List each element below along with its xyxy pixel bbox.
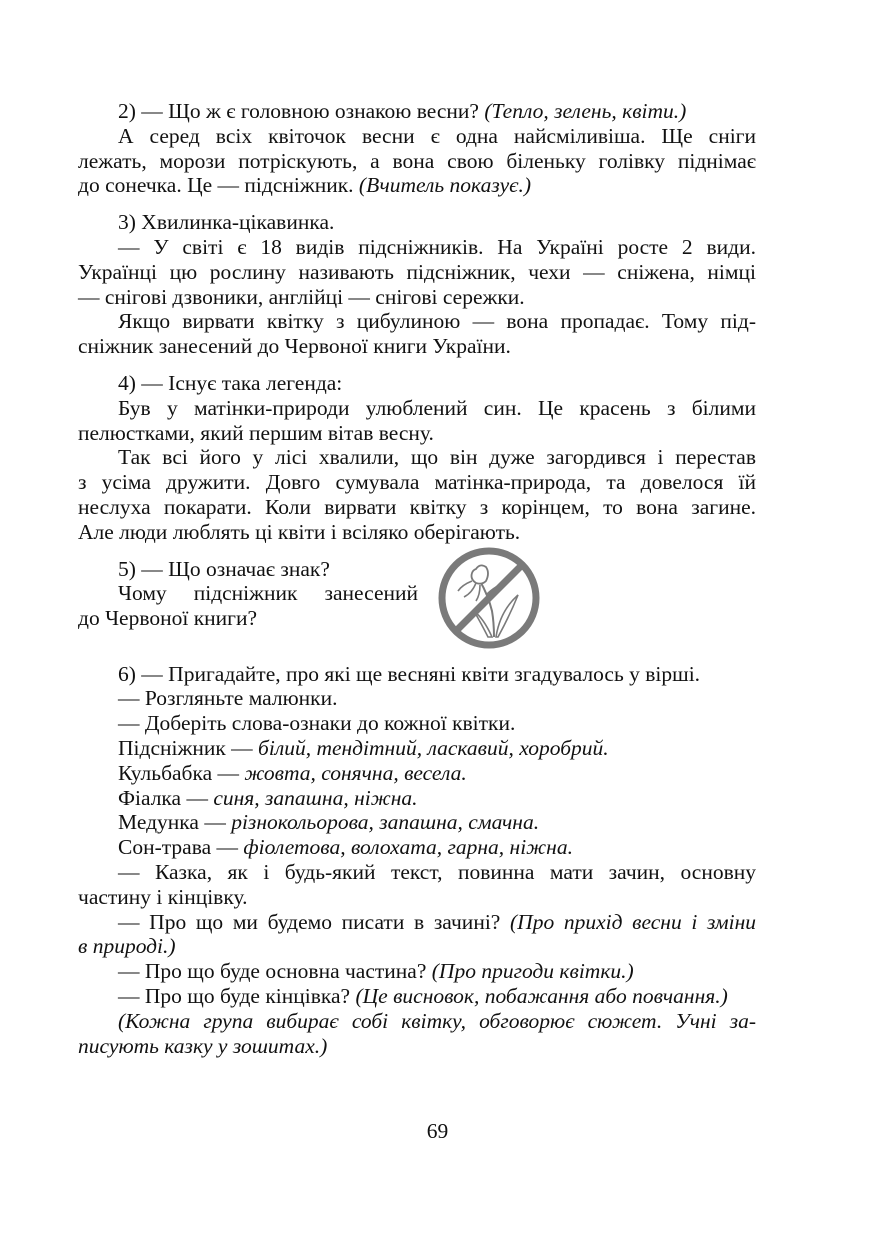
question-line: — Про що буде кінцівка? (Це висновок, побажання або повчання.) <box>118 983 728 1008</box>
section-3-text-line: Якщо вирвати квітку з цибулиною — вона пропадає. Тому під- <box>118 309 756 334</box>
flower-traits-line: Фіалка — синя, запашна, ніжна. <box>118 785 418 810</box>
section-4-text-line: Так всі його у лісі хвалили, що він дуже загордився і перестав <box>118 445 756 470</box>
section-6-line: — Розгляньте малюнки. <box>118 686 338 711</box>
section-4-text-line: неслуха покарати. Коли вирвати квітку з корінцем, то вона загине. <box>78 494 756 519</box>
section-5 <box>78 557 756 632</box>
question-line: — Про що ми будемо писати в зачині? (Про прихід весни і зміни <box>118 909 756 934</box>
section-4-text-line: Але люди люблять ці квіти і всіляко оберігають. <box>78 519 521 544</box>
section-4-text-line: пелюстками, який першим вітав весну. <box>78 420 434 445</box>
no-picking-snowdrop-icon <box>436 545 542 651</box>
answer-line: в природі.) <box>78 934 176 959</box>
section-5-text-line: до Червоної книги? <box>78 606 258 631</box>
flower-traits-line: Медунка — різнокольорова, запашна, смачна. <box>118 810 540 835</box>
section-2-text-line: до сонечка. Це — підсніжник. (Вчитель показує.) <box>78 173 532 198</box>
section-6-line: частину і кінцівку. <box>78 884 248 909</box>
section-3-text-line: — У світі є 18 видів підсніжників. На Україні росте 2 види. <box>118 234 756 259</box>
section-6-intro: 6) — Пригадайте, про які ще весняні квіти згадувалось у вірші. <box>118 661 701 686</box>
section-6-line: — Казка, як і будь-який текст, повинна мати зачин, основну <box>118 859 756 884</box>
section-5-question: 5) — Що означає знак? <box>118 556 330 581</box>
section-3-text-line: — снігові дзвоники, англійці — снігові сережки. <box>78 284 525 309</box>
section-6-line: — Доберіть слова-ознаки до кожної квітки. <box>118 711 516 736</box>
section-2-text-line: лежать, морози потріскують, а вона свою біленьку голівку піднімає <box>78 148 756 173</box>
section-3-text-line: Українці цю рослину називають підсніжник, чехи — сніжена, німці <box>78 259 756 284</box>
section-4-text-line: з усіма дружити. Довго сумувала матінка-природа, та довелося їй <box>78 470 756 495</box>
section-4-text-line: Був у матінки-природи улюблений син. Це красень з білими <box>118 395 756 420</box>
flower-traits-line: Сон-трава — фіолетова, волохата, гарна, ніжна. <box>118 835 573 860</box>
section-3-text-line: сніжник занесений до Червоної книги України. <box>78 334 511 359</box>
section-3-title: 3) Хвилинка-цікавинка. <box>118 210 335 235</box>
section-5-text-line: Чому підсніжник занесений <box>118 581 418 606</box>
page-number: 69 <box>426 1119 449 1143</box>
page-body <box>78 99 756 1058</box>
section-4-title: 4) — Існує така легенда: <box>118 370 343 395</box>
final-note-line: писують казку у зошитах.) <box>78 1033 328 1058</box>
final-note-line: (Кожна група вибирає собі квітку, обговорює сюжет. Учні за- <box>118 1008 756 1033</box>
flower-traits-line: Підсніжник — білий, тендітний, ласкавий, хоробрий. <box>118 735 609 760</box>
question-line: — Про що буде основна частина? (Про пригоди квітки.) <box>118 959 634 984</box>
section-2-text-line: А серед всіх квіточок весни є одна найсміливіша. Ще сніги <box>118 123 756 148</box>
flower-traits-line: Кульбабка — жовта, сонячна, весела. <box>118 760 467 785</box>
section-2-question: 2) — Що ж є головною ознакою весни? (Тепло, зелень, квіти.) <box>118 99 687 123</box>
